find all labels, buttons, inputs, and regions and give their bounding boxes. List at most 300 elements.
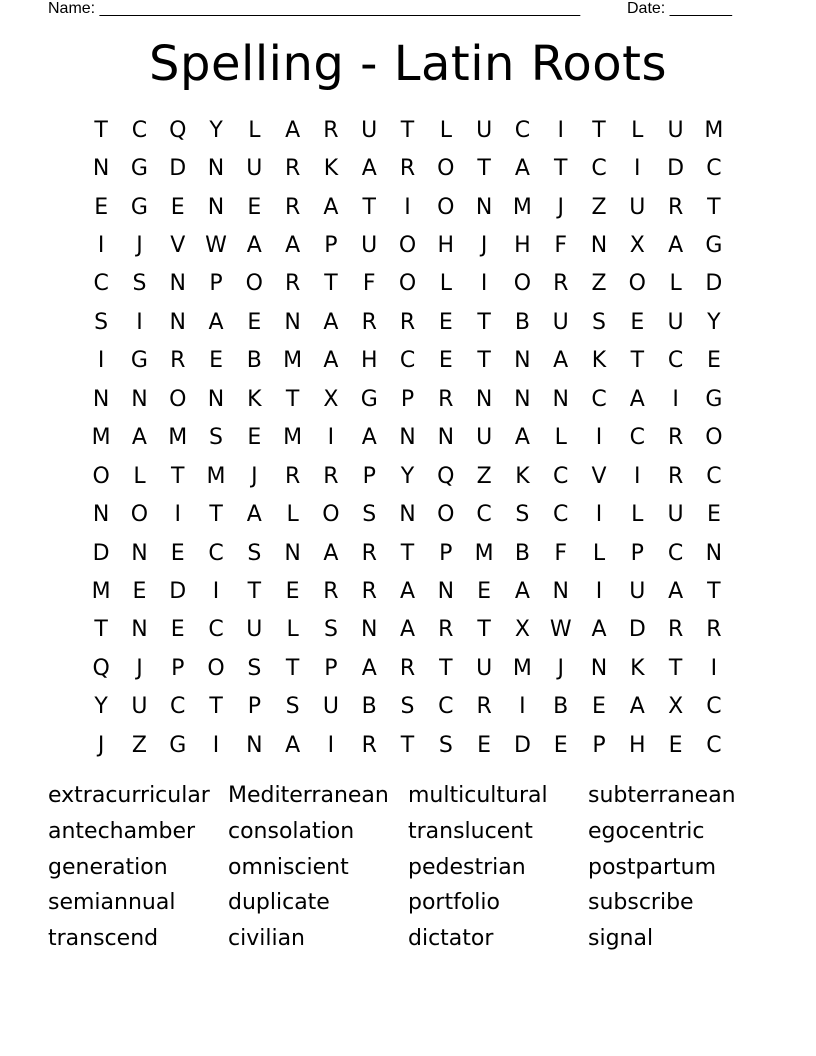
page-title: Spelling - Latin Roots — [149, 36, 667, 92]
grid-cell: N — [284, 540, 301, 566]
grid-cell: B — [514, 309, 530, 335]
grid-cell: U — [667, 117, 684, 143]
grid-cell: U — [476, 655, 493, 681]
word-bank-item: portfolio — [408, 890, 500, 916]
grid-cell: L — [631, 502, 644, 528]
grid-cell: D — [169, 156, 187, 182]
grid-cell: W — [549, 617, 572, 643]
grid-cell: E — [706, 348, 721, 374]
grid-cell: D — [667, 156, 685, 182]
grid-cell: T — [553, 156, 568, 182]
grid-cell: R — [399, 655, 416, 681]
word-bank-item: pedestrian — [408, 854, 526, 880]
grid-cell: E — [170, 617, 185, 643]
grid-cell: U — [361, 117, 378, 143]
grid-cell: N — [437, 425, 455, 451]
grid-cell: D — [513, 732, 531, 758]
word-bank-item: subscribe — [588, 890, 694, 916]
word-bank-item: semiannual — [48, 890, 176, 916]
grid-cell: R — [284, 194, 301, 220]
grid-cell: G — [705, 233, 723, 259]
grid-cell: A — [285, 732, 301, 758]
word-bank-item: extracurricular — [48, 783, 210, 808]
grid-cell: A — [629, 386, 645, 412]
grid-cell: N — [437, 578, 455, 604]
grid-cell: M — [283, 348, 303, 374]
grid-cell: P — [324, 655, 338, 681]
grid-cell: I — [672, 386, 679, 412]
grid-cell: I — [595, 502, 603, 528]
grid-cell: T — [400, 540, 415, 566]
grid-cell: A — [246, 233, 262, 259]
grid-cell: N — [207, 194, 225, 220]
grid-cell: E — [132, 578, 147, 604]
grid-cell: X — [668, 694, 684, 720]
grid-cell: P — [630, 540, 644, 566]
grid-cell: O — [92, 463, 110, 489]
grid-cell: A — [323, 194, 339, 220]
grid-cell: S — [592, 309, 606, 335]
grid-cell: O — [628, 271, 646, 297]
grid-cell: W — [205, 233, 227, 259]
word-bank-item: multicultural — [408, 783, 548, 808]
grid-cell: N — [131, 386, 148, 412]
grid-cell: Z — [476, 463, 492, 489]
grid-cell: P — [362, 463, 376, 489]
grid-cell: T — [592, 117, 606, 143]
grid-cell: P — [209, 271, 223, 297]
grid-cell: N — [169, 309, 186, 335]
grid-cell: R — [284, 271, 301, 297]
grid-cell: E — [477, 732, 492, 758]
grid-cell: C — [553, 463, 569, 489]
grid-cell: N — [475, 386, 493, 412]
grid-cell: N — [399, 502, 416, 528]
grid-cell: J — [557, 655, 564, 681]
grid-cell: D — [628, 617, 646, 643]
grid-cell: R — [667, 425, 684, 451]
grid-cell: E — [553, 732, 568, 758]
grid-cell: O — [437, 194, 455, 220]
grid-cell: I — [174, 502, 181, 528]
grid-cell: C — [591, 386, 607, 412]
grid-cell: T — [707, 194, 721, 220]
word-search-grid — [82, 111, 733, 764]
grid-cell: P — [439, 540, 453, 566]
grid-cell: R — [361, 309, 377, 335]
grid-cell: J — [97, 732, 105, 758]
grid-cell: T — [477, 309, 491, 335]
grid-cell: S — [285, 694, 300, 720]
grid-cell: T — [285, 386, 300, 412]
grid-cell: D — [92, 540, 110, 566]
grid-cell: S — [438, 732, 453, 758]
word-bank — [48, 778, 768, 957]
grid-cell: A — [514, 578, 530, 604]
grid-cell: L — [248, 117, 261, 143]
grid-cell: S — [362, 502, 377, 528]
grid-cell: E — [170, 194, 185, 220]
grid-cell: I — [327, 732, 335, 758]
grid-cell: E — [438, 309, 453, 335]
grid-cell: Z — [591, 194, 607, 220]
word-bank-item: duplicate — [228, 890, 330, 916]
grid-cell: L — [439, 271, 452, 297]
grid-cell: R — [170, 348, 186, 374]
grid-cell: T — [247, 578, 262, 604]
word-bank-item: antechamber — [48, 818, 196, 844]
word-bank-item: egocentric — [588, 818, 705, 844]
grid-cell: N — [246, 732, 263, 758]
grid-cell: K — [515, 463, 530, 489]
grid-cell: O — [322, 502, 340, 528]
grid-cell: U — [246, 617, 263, 643]
grid-cell: R — [438, 617, 454, 643]
grid-cell: E — [94, 194, 109, 220]
grid-cell: A — [668, 233, 684, 259]
grid-cell: N — [207, 156, 225, 182]
grid-cell: R — [667, 463, 684, 489]
grid-cell: G — [360, 386, 378, 412]
grid-cell: E — [668, 732, 683, 758]
grid-cell: R — [284, 463, 301, 489]
grid-cell: I — [212, 578, 220, 604]
grid-cell: R — [323, 463, 339, 489]
word-bank-item: subterranean — [588, 783, 736, 808]
grid-cell: H — [360, 348, 378, 374]
grid-cell: K — [591, 348, 607, 374]
grid-cell: Z — [131, 732, 147, 758]
grid-cell: T — [707, 578, 721, 604]
grid-cell: C — [93, 271, 109, 297]
grid-cell: P — [400, 386, 415, 412]
word-bank-item: transcend — [48, 926, 159, 952]
word-bank-item: generation — [48, 854, 168, 880]
grid-cell: J — [480, 233, 488, 259]
grid-cell: R — [553, 271, 569, 297]
grid-cell: T — [209, 694, 223, 720]
grid-cell: D — [169, 578, 187, 604]
grid-cell: O — [398, 233, 417, 259]
grid-cell: C — [706, 732, 722, 758]
grid-cell: C — [131, 117, 148, 143]
grid-cell: U — [667, 502, 684, 528]
grid-cell: M — [168, 425, 188, 451]
grid-cell: Z — [591, 271, 607, 297]
grid-cell: N — [131, 540, 148, 566]
grid-cell: H — [514, 233, 531, 259]
grid-cell: L — [133, 463, 146, 489]
grid-cell: T — [94, 617, 108, 643]
grid-cell: T — [171, 463, 185, 489]
grid-cell: I — [97, 233, 105, 259]
grid-cell: F — [362, 271, 376, 297]
grid-cell: E — [592, 694, 606, 720]
grid-cell: Y — [707, 309, 721, 335]
grid-cell: T — [439, 655, 453, 681]
grid-cell: N — [284, 309, 301, 335]
grid-cell: A — [399, 578, 416, 604]
grid-cell: B — [553, 694, 569, 720]
grid-cell: A — [323, 348, 339, 374]
grid-cell: M — [91, 578, 111, 604]
grid-cell: C — [667, 540, 684, 566]
grid-cell: A — [323, 309, 339, 335]
grid-cell: N — [514, 386, 531, 412]
grid-cell: B — [514, 540, 530, 566]
grid-cell: C — [706, 463, 722, 489]
grid-cell: X — [629, 233, 645, 259]
grid-cell: M — [283, 425, 303, 451]
grid-cell: E — [247, 194, 262, 220]
grid-cell: A — [208, 309, 224, 335]
grid-cell: Y — [400, 463, 415, 489]
word-bank-item: omniscient — [228, 854, 349, 880]
grid-cell: R — [399, 309, 416, 335]
grid-cell: O — [513, 271, 532, 297]
grid-cell: T — [477, 156, 491, 182]
grid-cell: O — [245, 271, 263, 297]
grid-cell: C — [514, 117, 531, 143]
grid-cell: N — [131, 617, 148, 643]
grid-cell: I — [595, 578, 603, 604]
grid-cell: R — [361, 540, 377, 566]
grid-cell: N — [590, 233, 608, 259]
grid-cell: N — [514, 348, 531, 374]
grid-cell: N — [92, 502, 110, 528]
grid-cell: O — [398, 271, 417, 297]
grid-cell: I — [710, 655, 718, 681]
grid-cell: S — [323, 617, 338, 643]
grid-cell: U — [552, 309, 569, 335]
grid-cell: F — [554, 540, 568, 566]
grid-cell: R — [361, 578, 377, 604]
grid-cell: P — [592, 732, 606, 758]
grid-cell: V — [170, 233, 186, 259]
grid-cell: U — [476, 117, 493, 143]
grid-cell: S — [515, 502, 530, 528]
grid-cell: E — [477, 578, 492, 604]
grid-cell: L — [669, 271, 682, 297]
grid-cell: L — [592, 540, 606, 566]
grid-cell: R — [284, 156, 301, 182]
grid-cell: E — [247, 309, 262, 335]
grid-cell: G — [130, 194, 148, 220]
grid-cell: A — [514, 156, 530, 182]
grid-cell: S — [247, 655, 262, 681]
grid-cell: J — [136, 655, 143, 681]
grid-cell: E — [706, 502, 721, 528]
grid-cell: M — [704, 117, 724, 143]
grid-cell: C — [706, 694, 722, 720]
grid-cell: A — [246, 502, 262, 528]
grid-cell: O — [207, 655, 225, 681]
grid-cell: N — [705, 540, 723, 566]
grid-cell: C — [629, 425, 645, 451]
grid-cell: N — [590, 655, 608, 681]
grid-cell: A — [285, 117, 301, 143]
grid-cell: T — [94, 117, 108, 143]
grid-cell: Q — [169, 117, 187, 143]
grid-cell: T — [209, 502, 223, 528]
grid-cell: R — [476, 694, 492, 720]
grid-cell: P — [247, 694, 261, 720]
grid-cell: R — [438, 386, 454, 412]
grid-cell: I — [634, 156, 641, 182]
grid-cell: C — [208, 540, 224, 566]
grid-cell: G — [169, 732, 187, 758]
grid-cell: G — [130, 156, 148, 182]
grid-cell: N — [552, 386, 569, 412]
grid-cell: A — [285, 233, 301, 259]
grid-cell: T — [630, 348, 645, 374]
grid-cell: G — [705, 386, 723, 412]
grid-cell: A — [668, 578, 684, 604]
grid-cell: A — [323, 540, 339, 566]
grid-cell: G — [130, 348, 148, 374]
grid-cell: S — [209, 425, 224, 451]
grid-cell: C — [438, 694, 454, 720]
grid-cell: L — [439, 117, 452, 143]
word-bank-item: consolation — [228, 818, 355, 844]
grid-cell: M — [91, 425, 111, 451]
grid-cell: M — [474, 540, 494, 566]
grid-cell: U — [246, 156, 263, 182]
grid-cell: A — [361, 425, 377, 451]
grid-cell: R — [399, 156, 416, 182]
grid-cell: R — [361, 732, 377, 758]
grid-cell: A — [553, 348, 569, 374]
grid-cell: A — [629, 694, 645, 720]
grid-cell: T — [400, 117, 415, 143]
grid-cell: C — [591, 156, 607, 182]
grid-cell: N — [552, 578, 569, 604]
grid-cell: R — [323, 117, 339, 143]
grid-cell: E — [247, 425, 262, 451]
grid-cell: A — [361, 655, 377, 681]
grid-cell: A — [591, 617, 607, 643]
grid-cell: S — [247, 540, 262, 566]
grid-cell: E — [209, 348, 223, 374]
grid-cell: H — [629, 732, 646, 758]
word-bank-item: postpartum — [588, 854, 717, 880]
grid-cell: Q — [92, 655, 110, 681]
grid-cell: J — [557, 194, 564, 220]
grid-cell: Y — [94, 694, 108, 720]
grid-cell: N — [399, 425, 416, 451]
grid-cell: R — [323, 578, 339, 604]
grid-cell: N — [360, 617, 378, 643]
grid-cell: O — [705, 425, 723, 451]
grid-cell: O — [130, 502, 149, 528]
word-bank-item: translucent — [408, 818, 533, 844]
grid-cell: R — [706, 617, 722, 643]
grid-cell: C — [667, 348, 684, 374]
grid-cell: D — [705, 271, 723, 297]
grid-cell: E — [438, 348, 453, 374]
grid-cell: O — [437, 156, 455, 182]
grid-cell: L — [631, 117, 644, 143]
grid-cell: U — [361, 233, 378, 259]
grid-cell: N — [475, 194, 493, 220]
word-bank-item: dictator — [408, 926, 494, 952]
grid-cell: N — [169, 271, 186, 297]
grid-cell: A — [399, 617, 416, 643]
grid-cell: S — [94, 309, 109, 335]
grid-cell: I — [480, 271, 488, 297]
grid-cell: I — [136, 309, 143, 335]
grid-cell: I — [97, 348, 105, 374]
grid-cell: N — [92, 156, 110, 182]
grid-cell: Y — [209, 117, 223, 143]
name-field-line: Name: ______________________________________________________ — [48, 0, 581, 17]
grid-cell: R — [667, 194, 684, 220]
grid-cell: E — [285, 578, 300, 604]
grid-cell: A — [514, 425, 530, 451]
grid-cell: F — [554, 233, 568, 259]
grid-cell: T — [477, 617, 491, 643]
grid-cell: O — [437, 502, 455, 528]
grid-cell: Q — [437, 463, 455, 489]
grid-cell: V — [591, 463, 607, 489]
grid-cell: B — [361, 694, 377, 720]
grid-cell: U — [667, 309, 684, 335]
grid-cell: J — [251, 463, 258, 489]
grid-cell: C — [553, 502, 569, 528]
grid-cell: C — [170, 694, 186, 720]
grid-cell: H — [437, 233, 455, 259]
grid-cell: I — [327, 425, 335, 451]
grid-cell: M — [512, 655, 532, 681]
grid-cell: N — [92, 386, 110, 412]
grid-cell: A — [361, 156, 377, 182]
grid-cell: U — [322, 694, 339, 720]
grid-cell: I — [404, 194, 411, 220]
grid-cell: T — [668, 655, 683, 681]
date-field-line: Date: _______ — [627, 0, 732, 17]
grid-cell: C — [476, 502, 492, 528]
grid-cell: K — [323, 156, 339, 182]
grid-cell: T — [400, 732, 415, 758]
grid-cell: X — [514, 617, 530, 643]
grid-cell: C — [399, 348, 416, 374]
grid-cell: U — [629, 578, 646, 604]
grid-cell: P — [171, 655, 185, 681]
grid-cell: U — [131, 694, 148, 720]
grid-cell: T — [477, 348, 491, 374]
grid-cell: E — [630, 309, 645, 335]
grid-cell: B — [246, 348, 262, 374]
grid-cell: K — [247, 386, 262, 412]
grid-cell: T — [362, 194, 376, 220]
grid-cell: L — [554, 425, 567, 451]
grid-cell: M — [512, 194, 532, 220]
grid-cell: L — [286, 502, 299, 528]
grid-cell: C — [706, 156, 722, 182]
grid-cell: I — [595, 425, 603, 451]
grid-cell: J — [136, 233, 143, 259]
grid-cell: S — [400, 694, 415, 720]
grid-cell: C — [208, 617, 224, 643]
word-bank-item: Mediterranean — [228, 783, 389, 808]
word-bank-item: signal — [588, 926, 654, 952]
grid-cell: L — [286, 617, 299, 643]
grid-cell: A — [131, 425, 147, 451]
grid-cell: T — [285, 655, 300, 681]
grid-cell: S — [132, 271, 147, 297]
word-bank-item: civilian — [228, 926, 305, 952]
grid-cell: T — [324, 271, 338, 297]
